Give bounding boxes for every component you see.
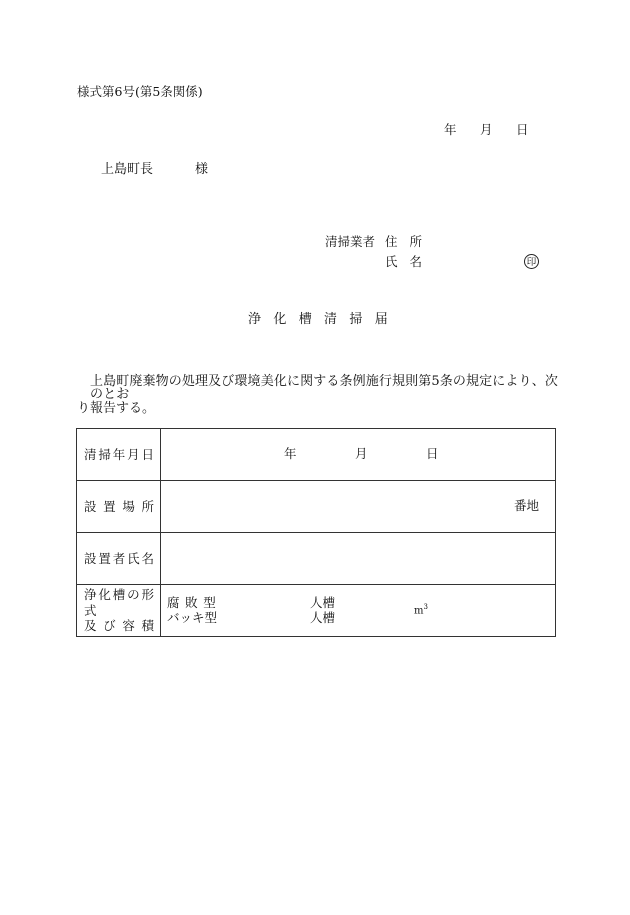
addressee-name: 上島町長 — [101, 162, 154, 177]
body-line-1: 上島町廃棄物の処理及び環境美化に関する条例施行規則第5条の規定により、次のとお — [90, 374, 558, 402]
table-row — [77, 481, 556, 533]
seal-mark: 印 — [524, 254, 539, 269]
cleaning-date-day: 日 — [426, 446, 439, 461]
date-month-label: 月 — [480, 122, 493, 137]
table-row — [77, 585, 556, 637]
body-line-2: り報告する。 — [77, 401, 156, 416]
sender-role: 清掃業者 — [325, 234, 376, 249]
addressee-honorific: 様 — [195, 162, 209, 177]
date-year-label: 年 — [444, 122, 457, 137]
tank-type-label: 浄化槽の形式 及び容積 — [77, 585, 161, 637]
cleaning-date-cell[interactable] — [161, 429, 556, 481]
capacity-unit-2: 人槽 — [310, 610, 336, 625]
location-suffix: 番地 — [513, 498, 539, 513]
location-cell[interactable] — [161, 481, 556, 533]
volume-unit: $m^3$ — [414, 603, 428, 617]
cleaning-date-month: 月 — [355, 446, 368, 461]
report-table — [76, 428, 556, 637]
installer-name-label: 設置者氏名 — [77, 533, 161, 585]
date-day-label: 日 — [516, 122, 529, 137]
form-number: 様式第6号(第5条関係) — [77, 84, 203, 99]
sender-address-label: 住 所 — [385, 234, 422, 249]
tank-type-1: 腐敗型 — [167, 595, 222, 610]
installer-name-cell[interactable] — [161, 533, 556, 585]
location-label: 設置場所 — [77, 481, 161, 533]
tank-type-2: バッキ型 — [167, 610, 218, 625]
table-row — [77, 533, 556, 585]
cleaning-date-label: 清掃年月日 — [77, 429, 161, 481]
capacity-unit-1: 人槽 — [310, 595, 336, 610]
cleaning-date-year: 年 — [284, 446, 297, 461]
form-title: 浄化槽清掃届 — [248, 312, 401, 327]
table-row — [77, 429, 556, 481]
sender-name-label: 氏 名 — [385, 254, 422, 269]
tank-type-cell[interactable] — [161, 585, 556, 637]
